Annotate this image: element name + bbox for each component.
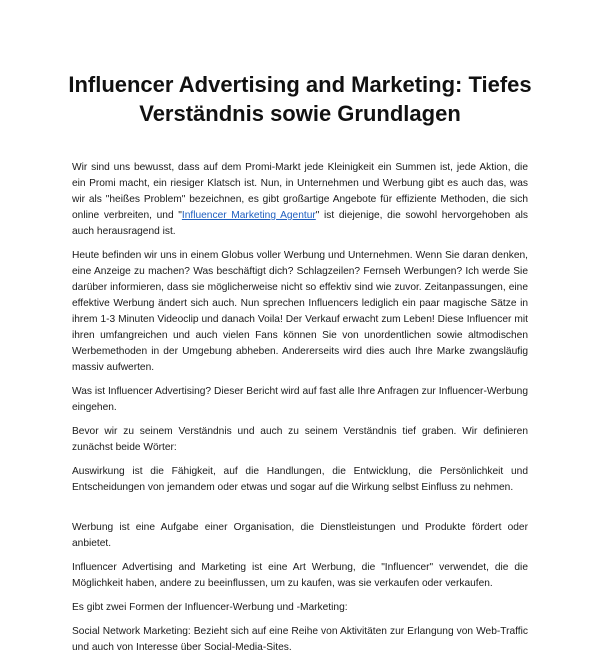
paragraph-definition-influencer-marketing: Influencer Advertising and Marketing ist eine Art Werbung, die "Influencer" verwendet, die die Möglichkeit haben, andere zu beeinflussen, um zu kaufen, was sie verkaufen oder verkaufen.	[72, 562, 528, 589]
paragraph-two-forms: Es gibt zwei Formen der Influencer-Werbung und -Marketing:	[72, 602, 348, 613]
paragraph-intro-text: Wir sind uns bewusst, dass auf dem Promi-Markt jede Kleinigkeit ein Summen ist, jede Aktion, die ein Promi macht, ein riesiger Klatsch ist. Nun, in Unternehmen und Werbung gibt es auch das, was wir als "heißes Problem" bezeichnen, es gibt großartige Angebote für effiziente Methoden, die sich online verbreiten, und "	[72, 162, 528, 221]
paragraph-definitions-intro: Bevor wir zu seinem Verständnis und auch zu seinem Verständnis tief graben. Wir definieren zunächst beide Wörter:	[72, 426, 528, 453]
paragraph-what-is: Was ist Influencer Advertising? Dieser Bericht wird auf fast alle Ihre Anfragen zur Influencer-Werbung eingehen.	[72, 386, 528, 413]
paragraph-definition-impact: Auswirkung ist die Fähigkeit, auf die Handlungen, die Entwicklung, die Persönlichkeit und Entscheidungen von jemandem oder etwas und sogar auf die Wirkung selbst Einfluss zu nehmen.	[72, 466, 528, 493]
paragraph-intro-tail: " ist diejenige, die sowohl hervorgehoben als auch herausragend ist.	[72, 210, 528, 237]
page-title: Influencer Advertising and Marketing: Tiefes Verständnis sowie Grundlagen	[68, 72, 532, 126]
paragraph-advertising-world: Heute befinden wir uns in einem Globus voller Werbung und Unternehmen. Wenn Sie daran denken, eine Anzeige zu machen? Was beschäftigt dich? Schlagzeilen? Fernseh Werbungen? Ich werde Sie darüber informieren, dass sie möglicherweise nicht so effektiv sind wie zuvor. Zeitanpassungen, eine effektive Werbung ändert sich auch. Nun sprechen Influencers lediglich ein paar magische Sätze in ihrem 1-3 Minuten Videoclip und danach Voila! Der Verkauf erwacht zum Leben! Diese Influencer mit ihren umfangreichen und auch vielen Fans können Sie von unordentlichen sowie altmodischen Werbemethoden in der Umgebung abheben. Andererseits wird dies auch Ihre Marke zwangsläufig massiv aufwerten.	[72, 250, 528, 373]
paragraph-intro	[72, 160, 528, 240]
paragraph-definition-advertising: Werbung ist eine Aufgabe einer Organisation, die Dienstleistungen und Produkte fördert oder anbietet.	[72, 522, 528, 549]
influencer-marketing-agentur-link[interactable]: Influencer Marketing Agentur	[181, 210, 316, 221]
document-body	[72, 160, 528, 664]
paragraph-social-network-marketing: Social Network Marketing: Bezieht sich auf eine Reihe von Aktivitäten zur Erlangung von Web-Traffic und auch von Interesse über Social-Media-Sites.	[72, 626, 528, 653]
